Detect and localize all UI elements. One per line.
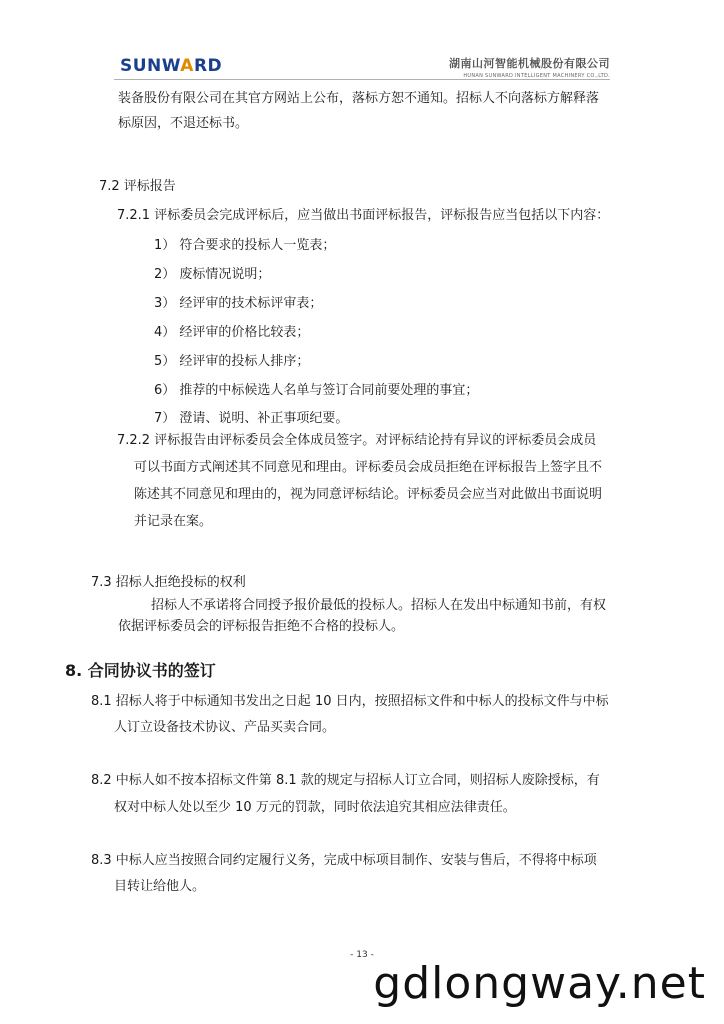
- section-7-2-2-line: 7.2.2 评标报告由评标委员会全体成员签字。对评标结论持有异议的评标委员会成员: [117, 433, 597, 448]
- section-8-3-line: 目转让给他人。: [114, 879, 206, 894]
- list-item: 7） 澄请、说明、补正事项纪要。: [154, 411, 349, 426]
- page-number: - 13 -: [350, 950, 374, 960]
- company-name-cn: 湖南山河智能机械股份有限公司: [449, 57, 610, 70]
- section-7-2-2-line: 可以书面方式阐述其不同意见和理由。评标委员会成员拒绝在评标报告上签字且不: [134, 460, 603, 475]
- list-item: 5） 经评审的投标人排序；: [154, 354, 310, 369]
- section-8-2-line: 8.2 中标人如不按本招标文件第 8.1 款的规定与招标人订立合同，则招标人废除授标，有: [91, 773, 600, 788]
- section-7-3-line: 招标人不承诺将合同授予报价最低的投标人。招标人在发出中标通知书前，有权: [151, 598, 607, 613]
- section-8-2-line: 权对中标人处以至少 10 万元的罚款，同时依法追究其相应法律责任。: [114, 800, 516, 815]
- company-name: [449, 55, 610, 79]
- list-item: 4） 经评审的价格比较表；: [154, 325, 310, 340]
- section-7-2-title: 7.2 评标报告: [99, 179, 176, 194]
- section-7-2-2-line: 陈述其不同意见和理由的，视为同意评标结论。评标委员会应当对此做出书面说明: [134, 487, 603, 502]
- intro-line-1: 装备股份有限公司在其官方网站上公布，落标方恕不通知。招标人不向落标方解释落: [118, 91, 600, 106]
- section-8-heading: 8. 合同协议书的签订: [65, 661, 216, 680]
- section-7-3-line: 依据评标委员会的评标报告拒绝不合格的投标人。: [118, 619, 405, 634]
- section-7-2-2-line: 并记录在案。: [134, 514, 213, 529]
- list-item: 2） 废标情况说明；: [154, 267, 271, 282]
- section-8-1-line: 8.1 招标人将于中标通知书发出之日起 10 日内，按照招标文件和中标人的投标文件与中标: [91, 694, 609, 709]
- list-item: 1） 符合要求的投标人一览表；: [154, 238, 336, 253]
- list-item: 3） 经评审的技术标评审表；: [154, 296, 323, 311]
- sunward-logo: SUNWARD: [120, 56, 223, 76]
- company-name-en: HUNAN SUNWARD INTELLIGENT MACHINERY CO.,LTD.: [463, 73, 610, 79]
- section-8-3-line: 8.3 中标人应当按照合同约定履行义务，完成中标项目制作、安装与售后，不得将中标项: [91, 853, 597, 868]
- section-7-3-title: 7.3 招标人拒绝投标的权利: [91, 575, 246, 590]
- intro-line-2: 标原因，不退还标书。: [118, 116, 249, 131]
- list-item: 6） 推荐的中标候选人名单与签订合同前要处理的事宜；: [154, 383, 479, 398]
- watermark: gdlongway.net: [373, 958, 706, 1009]
- section-7-2-1: 7.2.1 评标委员会完成评标后，应当做出书面评标报告，评标报告应当包括以下内容：: [117, 208, 610, 223]
- section-8-1-line: 人订立设备技术协议、产品买卖合同。: [114, 720, 336, 735]
- header-divider: [114, 79, 610, 80]
